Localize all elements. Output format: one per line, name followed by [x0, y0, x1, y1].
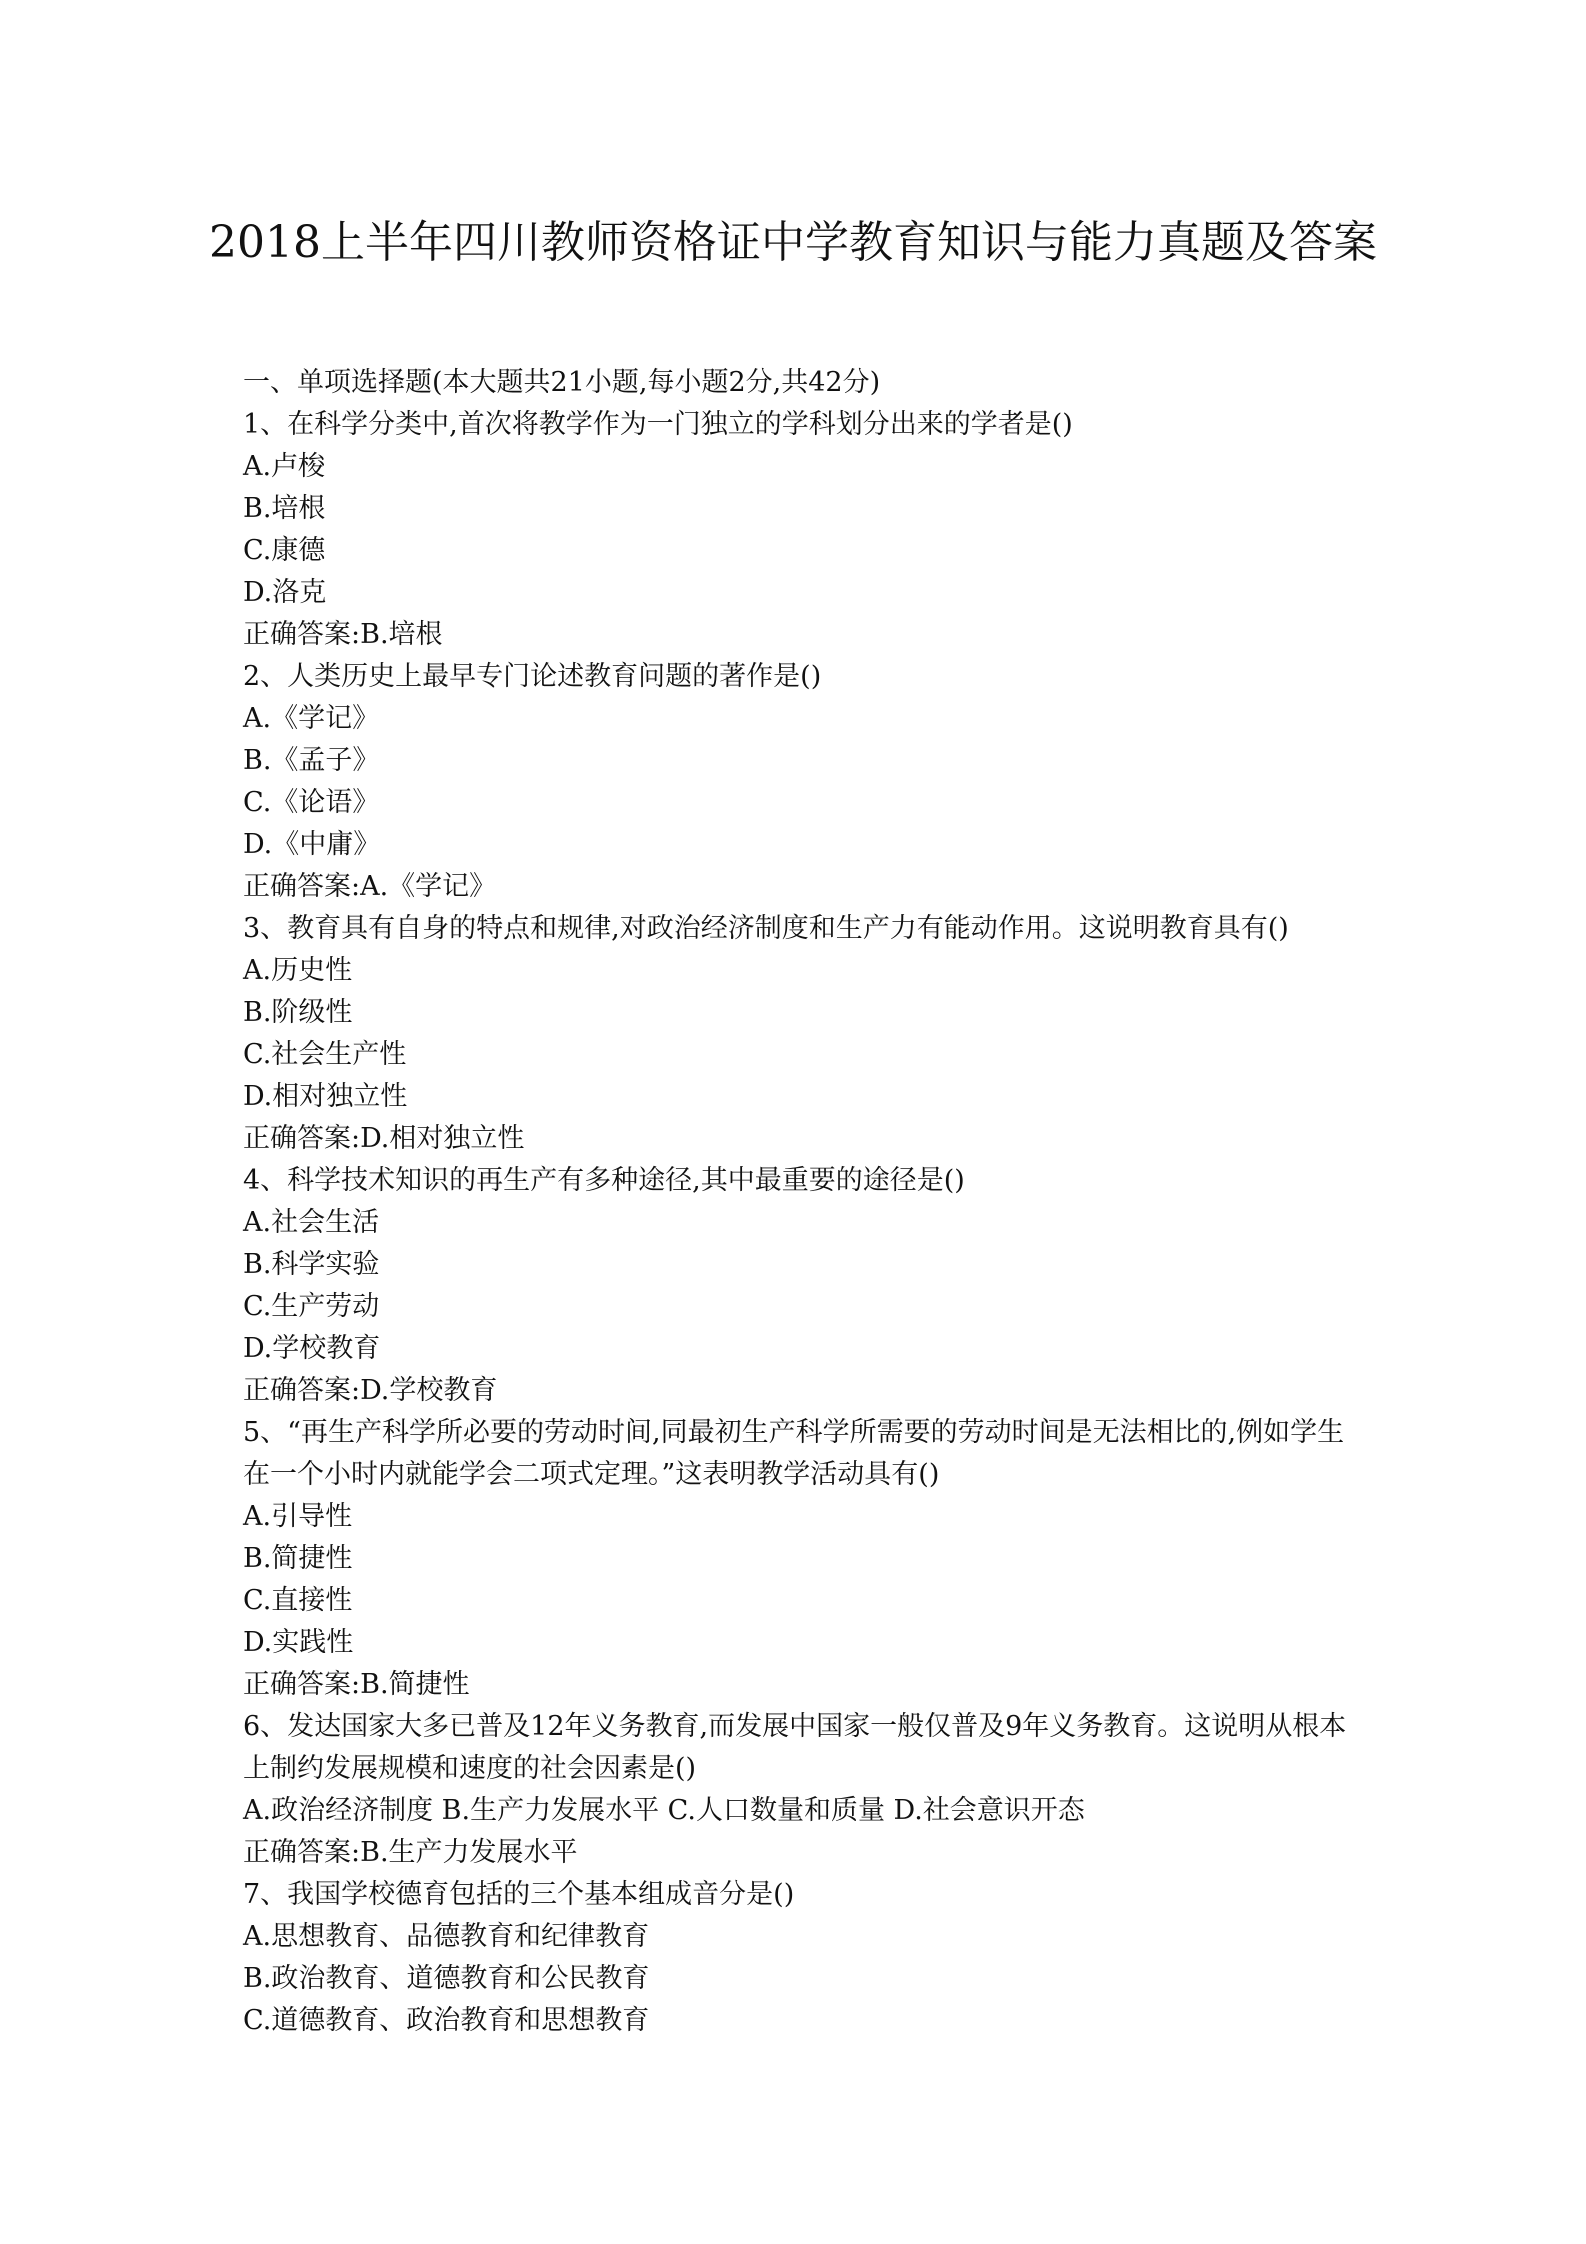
question-stem: 6、发达国家大多已普及12年义务教育,而发展中国家一般仅普及9年义务教育。这说明从根本上制约发展规模和速度的社会因素是() [243, 1711, 1347, 1784]
section-heading: 一、单项选择题(本大题共21小题,每小题2分,共42分) [243, 367, 881, 398]
option: A.引导性 [243, 1501, 353, 1532]
answer: 正确答案:A.《学记》 [243, 871, 497, 902]
document-body [243, 362, 1363, 2042]
option: D.洛克 [243, 577, 327, 608]
option: B.阶级性 [243, 997, 353, 1028]
option: A.历史性 [243, 955, 353, 986]
question-stem: 7、我国学校德育包括的三个基本组成音分是() [243, 1879, 795, 1910]
option: D.实践性 [243, 1627, 354, 1658]
option: A.卢梭 [243, 451, 326, 482]
option: B.简捷性 [243, 1543, 353, 1574]
answer: 正确答案:B.简捷性 [243, 1669, 470, 1700]
options-inline: A.政治经济制度 B.生产力发展水平 C.人口数量和质量 D.社会意识开态 [243, 1795, 1085, 1826]
option: B.培根 [243, 493, 326, 524]
question-stem: 1、在科学分类中,首次将教学作为一门独立的学科划分出来的学者是() [243, 409, 1073, 440]
option: C.《论语》 [243, 787, 380, 818]
answer: 正确答案:D.学校教育 [243, 1375, 498, 1406]
option: B.政治教育、道德教育和公民教育 [243, 1963, 650, 1994]
question-stem: 4、科学技术知识的再生产有多种途径,其中最重要的途径是() [243, 1165, 965, 1196]
answer: 正确答案:B.生产力发展水平 [243, 1837, 578, 1868]
option: B.《孟子》 [243, 745, 380, 776]
option: C.康德 [243, 535, 326, 566]
option: C.生产劳动 [243, 1291, 380, 1322]
option: C.道德教育、政治教育和思想教育 [243, 2005, 650, 2036]
question-stem: 5、“再生产科学所必要的劳动时间,同最初生产科学所需要的劳动时间是无法相比的,例如学生在一个小时内就能学会二项式定理。”这表明教学活动具有() [243, 1417, 1345, 1490]
option: A.社会生活 [243, 1207, 380, 1238]
option: B.科学实验 [243, 1249, 380, 1280]
option: C.社会生产性 [243, 1039, 407, 1070]
answer: 正确答案:D.相对独立性 [243, 1123, 525, 1154]
option: D.《中庸》 [243, 829, 381, 860]
document-title: 2018上半年四川教师资格证中学教育知识与能力真题及答案 [209, 217, 1377, 268]
question-stem: 3、教育具有自身的特点和规律,对政治经济制度和生产力有能动作用。这说明教育具有() [243, 913, 1289, 944]
option: A.《学记》 [243, 703, 380, 734]
option: D.学校教育 [243, 1333, 381, 1364]
option: C.直接性 [243, 1585, 353, 1616]
option: A.思想教育、品德教育和纪律教育 [243, 1921, 650, 1952]
option: D.相对独立性 [243, 1081, 408, 1112]
answer: 正确答案:B.培根 [243, 619, 443, 650]
question-stem: 2、人类历史上最早专门论述教育问题的著作是() [243, 661, 822, 692]
